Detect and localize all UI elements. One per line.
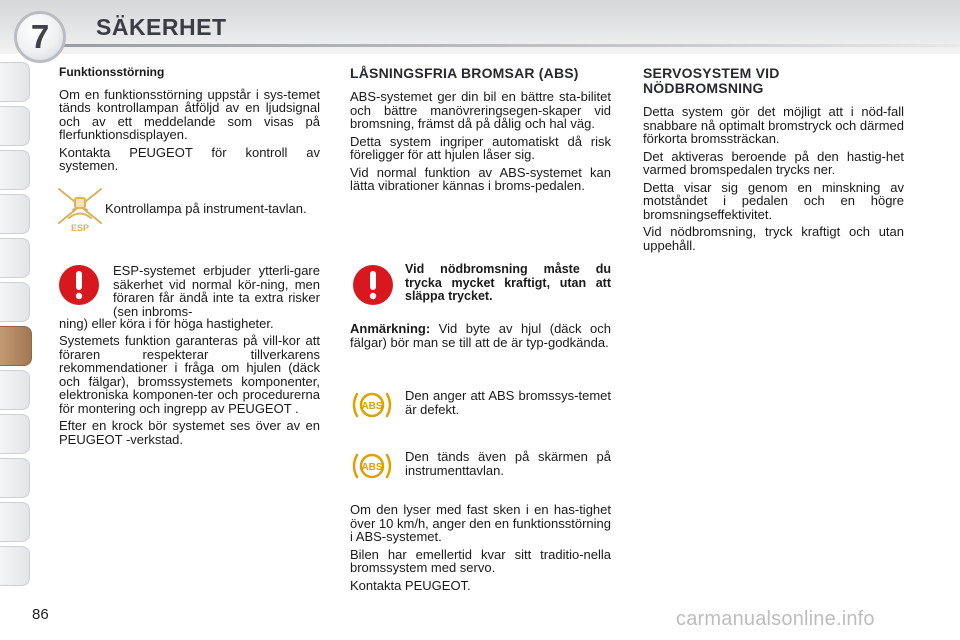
esp-warning-text-continued: ning) eller köra i för höga hastigheter. [59, 316, 274, 331]
chapter-number-badge: 7 [14, 11, 66, 63]
column-abs [350, 66, 611, 197]
abs-note-text: Vid byte av hjul (däck och fälgar) bör man se till att de är typ-godkända. [350, 321, 611, 350]
chapter-tab-3[interactable] [0, 150, 30, 190]
brake-assist-heading: SERVOSYSTEM VID NÖDBROMSNING [643, 65, 780, 96]
column-malfunction [59, 66, 320, 177]
chapter-tab-5[interactable] [0, 238, 30, 278]
chapter-tab-12[interactable] [0, 546, 30, 586]
emergency-braking-warning: Vid nödbromsning måste du trycka mycket kraftigt, utan att släppa trycket. [405, 262, 611, 303]
brake-assist-paragraph-4: Vid nödbromsning, tryck kraftigt och utan uppehåll. [643, 224, 904, 253]
chapter-tab-1[interactable] [0, 62, 30, 102]
chapter-tab-9[interactable] [0, 414, 30, 454]
abs-servo-paragraph: Bilen har emellertid kvar sitt traditio-nella bromssystem med servo. [350, 546, 611, 575]
abs-heading: LÅSNINGSFRIA BROMSAR (ABS) [350, 65, 579, 81]
chapter-tab-6[interactable] [0, 282, 30, 322]
brake-assist-paragraph-2: Det aktiveras beroende på den hastig-het varmed bromspedalen trycks ner. [643, 148, 904, 177]
abs-fault-section [350, 503, 611, 596]
esp-warning-lamp-icon [55, 185, 105, 233]
page-number: 86 [32, 606, 49, 623]
abs-paragraph-1: ABS-systemet ger din bil en bättre sta-bilitet och bättre manövreringsegen-skaper vid bromsning, främst då på dålig och hal väg. [350, 89, 611, 131]
abs-paragraph-2: Detta system ingriper automatiskt då risk föreligger för att hjulen låser sig. [350, 133, 611, 162]
esp-guarantee-paragraph: Systemets funktion garanteras på vill-kor att föraren respekterar tillverkarens rekommendationer i fråga om hjulen (däck och fälgar), bromssystemets komponenter, elektroniska komponen-ter och procedurerna för montering och ingrepp av PEUGEOT . [59, 333, 320, 416]
column-brake-assist [643, 66, 904, 256]
abs-icon-label: ABS [361, 401, 383, 412]
exclamation-warning-icon [57, 263, 101, 307]
chapter-tab-7-active[interactable] [0, 326, 32, 366]
esp-guarantee-section [59, 334, 320, 450]
chapter-tab-10[interactable] [0, 458, 30, 498]
esp-warning-text: ESP-systemet erbjuder ytterli-gare säkerhet vid normal kör-ning, men föraren får ändå inte ta extra risker (sen inbroms- [113, 263, 320, 319]
page-title: SÄKERHET [96, 14, 227, 40]
abs-lamp-caption-defect: Den anger att ABS bromssys-temet är defekt. [405, 388, 611, 417]
watermark: carmanualsonline.info [676, 608, 875, 630]
brake-assist-paragraph-1: Detta system gör det möjligt att i nöd-fall snabbare nå optimalt bromstryck och därmed förkorta bromssträckan. [643, 104, 904, 146]
abs-warning-lamp-icon [349, 388, 395, 422]
chapter-tab-8[interactable] [0, 370, 30, 410]
abs-lamp-caption-screen: Den tänds även på skärmen på instrumenttavlan. [405, 449, 611, 478]
abs-icon-label: ABS [361, 462, 383, 473]
esp-icon-label: ESP [70, 223, 90, 233]
abs-note [350, 322, 611, 349]
esp-after-crash-paragraph: Efter en krock bör systemet ses över av en PEUGEOT -verkstad. [59, 418, 320, 447]
malfunction-paragraph-2: Kontakta PEUGEOT för kontroll av systemen. [59, 144, 320, 173]
brake-assist-paragraph-3: Detta visar sig genom en minskning av motståndet i pedalen och en högre bromsningseffektivitet. [643, 179, 904, 222]
abs-paragraph-3: Vid normal funktion av ABS-systemet kan lätta vibrationer kännas i broms-pedalen. [350, 164, 611, 193]
malfunction-paragraph-1: Om en funktionsstörning uppstår i sys-temet tänds kontrollampan åtföljd av en ljudsignal och av ett meddelande som visas på flerfunktionsdisplayen. [59, 86, 320, 142]
abs-warning-lamp-icon [349, 449, 395, 483]
header-divider [60, 44, 960, 47]
abs-note-label: Anmärkning: [350, 321, 431, 336]
chapter-tab-4[interactable] [0, 194, 30, 234]
exclamation-warning-icon [351, 263, 395, 307]
abs-fault-paragraph: Om den lyser med fast sken i en has-tighet över 10 km/h, anger den en funktionsstörning i ABS-systemet. [350, 502, 611, 544]
malfunction-heading: Funktionsstörning [59, 65, 165, 79]
esp-lamp-caption: Kontrollampa på instrument-tavlan. [105, 201, 307, 216]
chapter-tab-11[interactable] [0, 502, 30, 542]
chapter-tab-2[interactable] [0, 106, 30, 146]
abs-contact-paragraph: Kontakta PEUGEOT. [350, 577, 471, 593]
